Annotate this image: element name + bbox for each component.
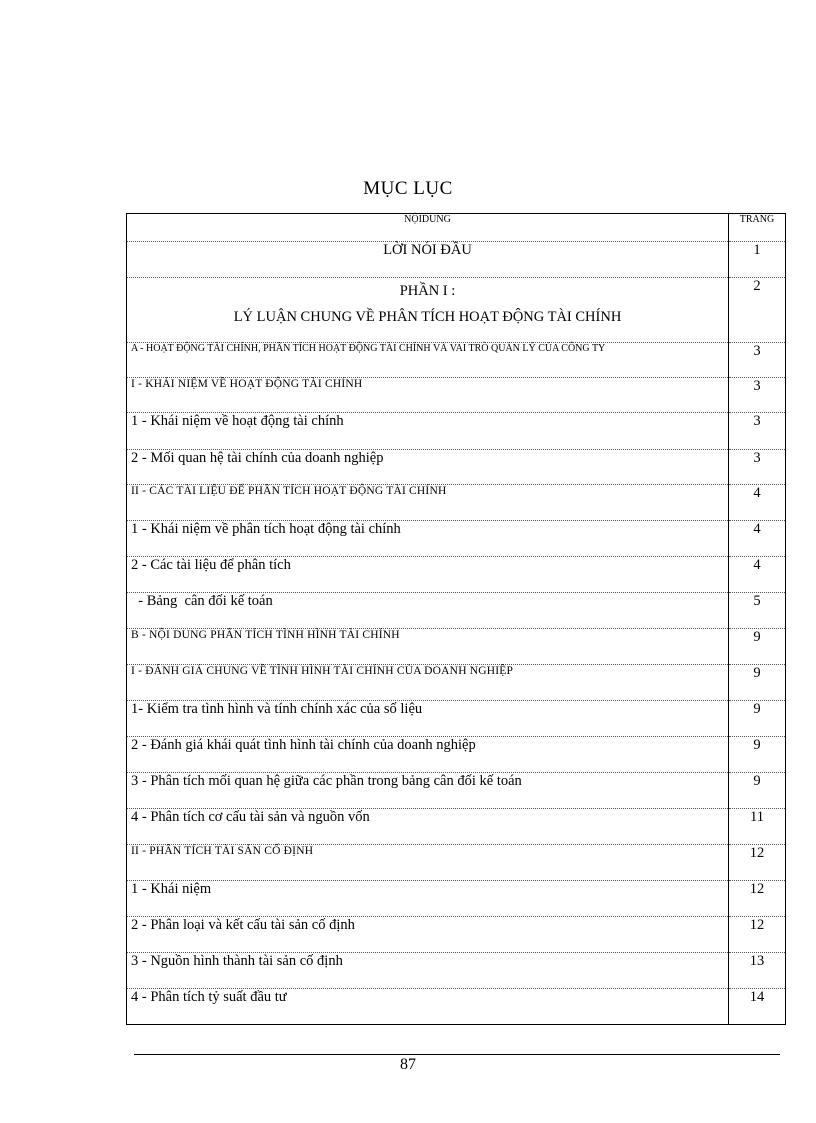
entry-page: 4 xyxy=(729,521,786,557)
entry-page: 3 xyxy=(729,343,786,378)
entry-page: 4 xyxy=(729,485,786,521)
table-of-contents xyxy=(126,213,786,1025)
table-row xyxy=(127,665,786,701)
entry-page: 1 xyxy=(729,242,786,278)
table-row xyxy=(127,450,786,485)
table-row xyxy=(127,413,786,450)
entry-text: 1- Kiểm tra tình hình và tính chính xác của số liệu xyxy=(127,701,729,737)
table-row xyxy=(127,278,786,343)
entry-text: 2 - Đánh giá khái quát tình hình tài chính của doanh nghiệp xyxy=(127,737,729,773)
page-number: 87 xyxy=(400,1056,416,1073)
table-row xyxy=(127,701,786,737)
entry-line-2: LÝ LUẬN CHUNG VỀ PHÂN TÍCH HOẠT ĐỘNG TÀI CHÍNH xyxy=(233,309,622,325)
entry-text: B - NỘI DUNG PHÂN TÍCH TÌNH HÌNH TÀI CHÍNH xyxy=(127,629,729,665)
entry-page: 9 xyxy=(729,629,786,665)
entry-text: A - HOẠT ĐỘNG TÀI CHÍNH, PHÂN TÍCH HOẠT ĐỘNG TÀI CHÍNH VÀ VAI TRÒ QUẢN LÝ CỦA CÔNG TY xyxy=(127,343,729,378)
entry-text: LỜI NÓI ĐẦU xyxy=(127,242,729,278)
entry-page: 2 xyxy=(729,278,786,343)
table-row xyxy=(127,773,786,809)
table-row xyxy=(127,881,786,917)
table-row xyxy=(127,953,786,989)
table-row xyxy=(127,343,786,378)
entry-text: 4 - Phân tích cơ cấu tài sản và nguồn vốn xyxy=(127,809,729,845)
entry-text: 2 - Các tài liệu để phân tích xyxy=(127,557,729,593)
entry-page: 3 xyxy=(729,378,786,413)
entry-text: - Bảng cân đối kế toán xyxy=(127,593,729,629)
entry-page: 4 xyxy=(729,557,786,593)
table-row xyxy=(127,737,786,773)
entry-page: 12 xyxy=(729,845,786,881)
entry-text: 2 - Mối quan hệ tài chính của doanh nghiệp xyxy=(127,450,729,485)
table-row xyxy=(127,521,786,557)
entry-page: 3 xyxy=(729,413,786,450)
entry-text: II - CÁC TÀI LIỆU ĐỂ PHÂN TÍCH HOẠT ĐỘNG TÀI CHÍNH xyxy=(127,485,729,521)
table-row xyxy=(127,629,786,665)
entry-text: II - PHÂN TÍCH TÀI SẢN CỐ ĐỊNH xyxy=(127,845,729,881)
entry-text: 3 - Nguồn hình thành tài sản cố định xyxy=(127,953,729,989)
table-row xyxy=(127,809,786,845)
entry-text: I - KHÁI NIỆM VỀ HOẠT ĐỘNG TÀI CHÍNH xyxy=(127,378,729,413)
table-row xyxy=(127,378,786,413)
entry-page: 5 xyxy=(729,593,786,629)
header-page: TRANG xyxy=(729,214,786,242)
table-row xyxy=(127,485,786,521)
table-row xyxy=(127,557,786,593)
entry-text: I - ĐÁNH GIÁ CHUNG VỀ TÌNH HÌNH TÀI CHÍNH CỦA DOANH NGHIỆP xyxy=(127,665,729,701)
entry-text: 1 - Khái niệm về hoạt động tài chính xyxy=(127,413,729,450)
table-row xyxy=(127,989,786,1025)
table-row xyxy=(127,593,786,629)
entry-text: 4 - Phân tích tỷ suất đầu tư xyxy=(127,989,729,1025)
entry-text: 1 - Khái niệm về phân tích hoạt động tài chính xyxy=(127,521,729,557)
footer-divider xyxy=(134,1054,780,1055)
entry-page: 12 xyxy=(729,917,786,953)
header-content: NỘIDUNG xyxy=(127,214,729,242)
entry-text: 1 - Khái niệm xyxy=(127,881,729,917)
entry-page: 9 xyxy=(729,737,786,773)
entry-page: 11 xyxy=(729,809,786,845)
entry-page: 13 xyxy=(729,953,786,989)
entry-line-1: PHẦN I : xyxy=(399,283,456,299)
entry-text: 2 - Phân loại và kết cấu tài sản cố định xyxy=(127,917,729,953)
entry-page: 3 xyxy=(729,450,786,485)
table-row xyxy=(127,242,786,278)
entry-page: 14 xyxy=(729,989,786,1025)
entry-page: 12 xyxy=(729,881,786,917)
entry-text xyxy=(127,278,729,343)
table-header-row xyxy=(127,214,786,242)
page-title: MỤC LỤC xyxy=(363,178,453,199)
table-row xyxy=(127,917,786,953)
entry-page: 9 xyxy=(729,773,786,809)
entry-page: 9 xyxy=(729,665,786,701)
entry-text: 3 - Phân tích mối quan hệ giữa các phần trong bảng cân đối kế toán xyxy=(127,773,729,809)
table-row xyxy=(127,845,786,881)
entry-page: 9 xyxy=(729,701,786,737)
